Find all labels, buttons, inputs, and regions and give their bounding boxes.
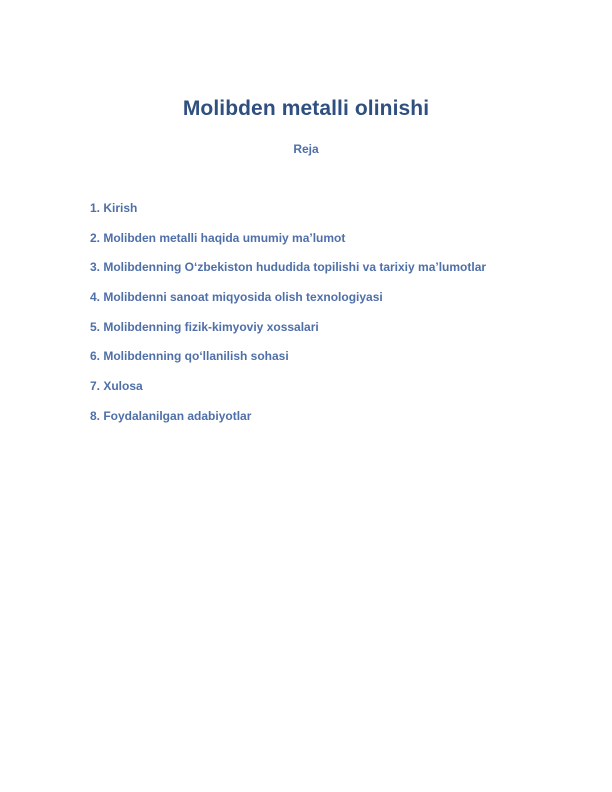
document-title: Molibden metalli olinishi: [182, 97, 430, 120]
plan-item-introduction: 1. Kirish: [90, 201, 138, 215]
plan-item-references: 8. Foydalanilgan adabiyotlar: [90, 408, 252, 423]
plan-item-conclusion: 7. Xulosa: [90, 379, 143, 394]
plan-item-applications: 6. Molibdenning qo‘llanilish sohasi: [90, 349, 289, 364]
plan-item-properties: 5. Molibdenning fizik-kimyoviy xossalari: [90, 319, 319, 334]
plan-item-general-info: 2. Molibden metalli haqida umumiy ma’lumot: [90, 230, 346, 245]
plan-list: [90, 200, 570, 438]
plan-item-uzbekistan-history: 3. Molibdenning O‘zbekiston hududida topilishi va tarixiy ma’lumotlar: [90, 260, 487, 275]
plan-heading: Reja: [293, 142, 319, 156]
plan-item-industrial-production: 4. Molibdenni sanoat miqyosida olish texnologiyasi: [90, 290, 383, 305]
